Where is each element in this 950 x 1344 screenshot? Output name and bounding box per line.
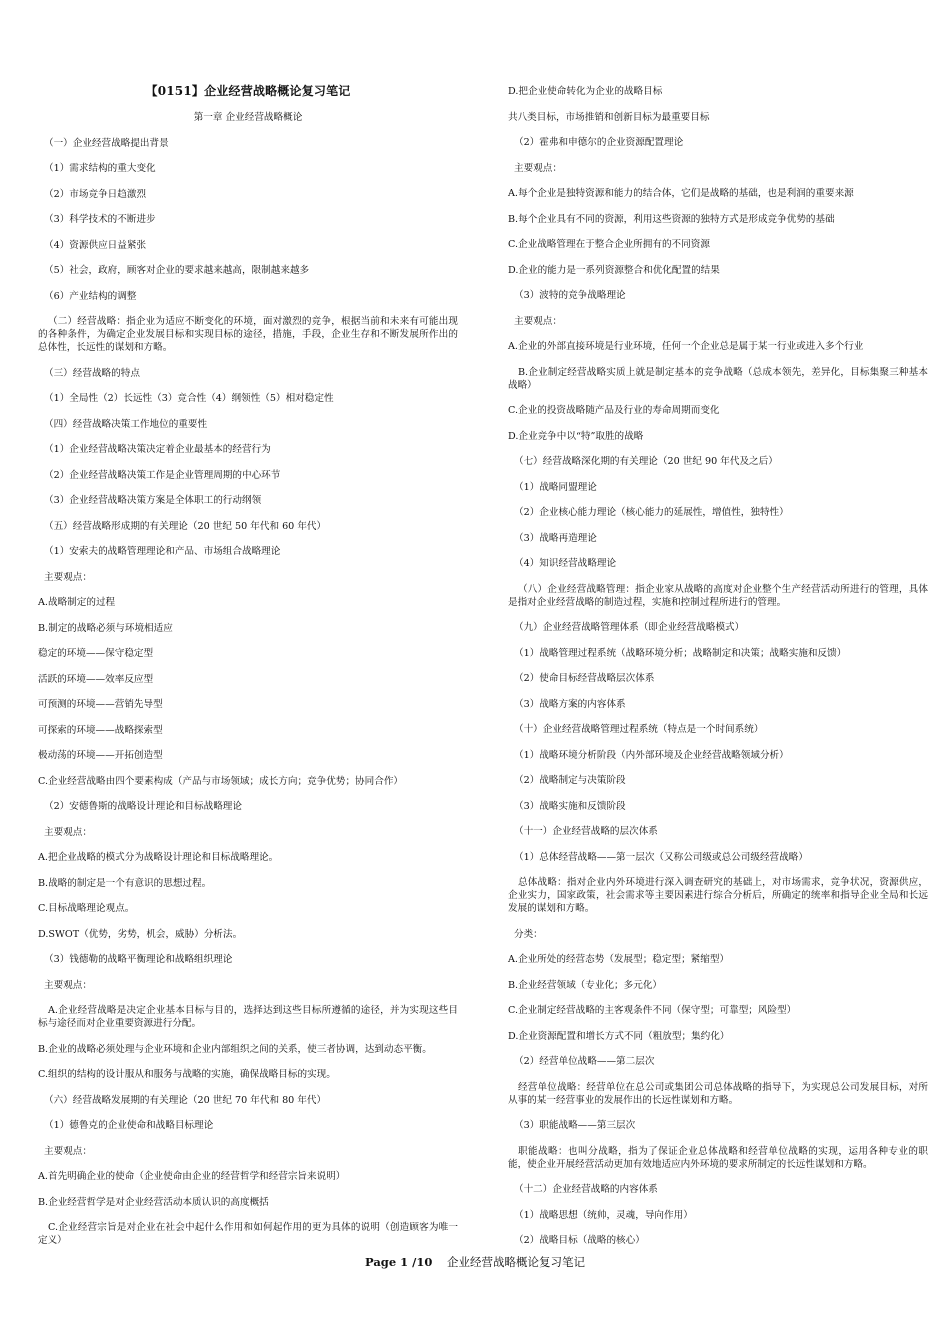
text-line: （2）霍弗和申德尔的企业资源配置理论 (514, 137, 684, 148)
text-line: C.企业经营战略由四个要素构成（产品与市场领域；成长方向；竞争优势；协同合作） (38, 775, 404, 787)
text-line: （2）使命目标经营战略层次体系 (514, 673, 655, 684)
text-line: （1）企业经营战略决策决定着企业最基本的经营行为 (44, 444, 271, 455)
text-line: 共八类目标，市场推销和创新目标为最重要目标 (508, 111, 710, 123)
text-line: （1）战略同盟理论 (514, 481, 597, 493)
text-paragraph: B.企业制定经营战略实质上就是制定基本的竞争战略（总成本领先，差异化，目标集聚三种基本战略） (508, 366, 928, 391)
text-line: B.每个企业具有不同的资源，利用这些资源的独特方式是形成竞争优势的基础 (508, 213, 835, 225)
text-line: C.企业战略管理在于整合企业所拥有的不同资源 (508, 239, 710, 250)
text-line: B.战略的制定是一个有意识的思想过程。 (38, 877, 212, 889)
text-line: 主要观点： (44, 826, 92, 838)
page-number: Page 1 /10 (365, 1255, 433, 1269)
text-line: （十）企业经营战略管理过程系统（特点是一个时间系统） (514, 724, 764, 735)
text-line: （1）德鲁克的企业使命和战略目标理论 (44, 1120, 214, 1131)
text-line: （1）需求结构的重大变化 (44, 163, 156, 174)
document-title: 【0151】企业经营战略概论复习笔记 (145, 84, 351, 98)
text-line: （3）企业经营战略决策方案是全体职工的行动纲领 (44, 495, 262, 506)
text-line: （1）安索夫的战略管理理论和产品、市场组合战略理论 (44, 546, 281, 557)
text-line: D.企业的能力是一系列资源整合和优化配置的结果 (508, 264, 720, 276)
text-line: B.企业经营领域（专业化；多元化） (508, 979, 663, 991)
text-line: 可预测的环境——营销先导型 (38, 699, 163, 710)
text-line: （2）战略目标（战略的核心） (514, 1235, 645, 1246)
text-paragraph: 总体战略：指对企业内外环境进行深入调查研究的基础上，对市场需求，竞争状况，资源供应，企业实力，国家政策，社会需求等主要因素进行综合分析后，所确定的统率和指导企业全局和长远发展的谋划和方略。 (508, 877, 928, 914)
right-column (508, 85, 928, 1260)
text-line: （6）产业结构的调整 (44, 290, 137, 302)
text-line: C.企业的投资战略随产品及行业的寿命周期而变化 (508, 405, 720, 416)
text-line: A.战略制定的过程 (38, 597, 116, 608)
text-line: （3）科学技术的不断进步 (44, 214, 156, 225)
text-line: （3）战略实施和反馈阶段 (514, 800, 626, 812)
text-paragraph: C.企业经营宗旨是对企业在社会中起什么作用和如何起作用的更为具体的说明（创造顾客为唯一定义） (38, 1222, 458, 1246)
text-line: （5）社会，政府，顾客对企业的要求越来越高，限制越来越多 (44, 265, 310, 276)
text-line: B.制定的战略必须与环境相适应 (38, 622, 173, 634)
footer-doc-name: 企业经营战略概论复习笔记 (447, 1255, 585, 1269)
text-line: （1）战略环境分析阶段（内外部环境及企业经营战略领域分析） (514, 749, 789, 761)
left-column (38, 85, 458, 1260)
text-line: 主要观点： (514, 162, 562, 174)
text-line: C.目标战略理论观点。 (38, 903, 135, 914)
text-line: （十一）企业经营战略的层次体系 (514, 826, 658, 837)
text-line: （2）经营单位战略——第二层次 (514, 1056, 655, 1067)
text-paragraph: 职能战略：也叫分战略，指为了保证企业总体战略和经营单位战略的实现，运用各种专业的职能，使企业开展经营活动更加有效地适应内外环境的要求所制定的长远性谋划和方略。 (508, 1145, 928, 1170)
text-line: A.把企业战略的模式分为战略设计理论和目标战略理论。 (38, 852, 279, 863)
text-line: （3）战略再造理论 (514, 532, 597, 544)
text-line: A.企业所处的经营态势（发展型；稳定型；紧缩型） (508, 954, 730, 965)
text-line: （3）战略方案的内容体系 (514, 698, 626, 710)
text-line: A.企业的外部直接环境是行业环境，任何一个企业总是属于某一行业或进入多个行业 (508, 341, 864, 352)
text-line: 极动荡的环境——开拓创造型 (38, 750, 163, 761)
text-line: （五）经营战略形成期的有关理论（20 世纪 50 年代和 60 年代） (44, 520, 327, 532)
text-line: （2）企业经营战略决策工作是企业管理周期的中心环节 (44, 469, 281, 481)
text-line: B.企业经营哲学是对企业经营活动本质认识的高度概括 (38, 1196, 269, 1208)
text-line: （十二）企业经营战略的内容体系 (514, 1184, 658, 1195)
text-line: B.企业的战略必须处理与企业环境和企业内部组织之间的关系，使三者协调，达到动态平衡。 (38, 1043, 432, 1055)
text-line: （3）钱德勒的战略平衡理论和战略组织理论 (44, 954, 233, 965)
text-line: （六）经营战略发展期的有关理论（20 世纪 70 年代和 80 年代） (44, 1094, 327, 1106)
text-paragraph: （二）经营战略：指企业为适应不断变化的环境，面对激烈的竞争，根据当前和未来有可能出现的各种条件，为确定企业发展目标和实现目标的途径，措施，手段，企业生存和不断发展所作出的总体性，长远性的谋划和方略。 (38, 316, 458, 353)
text-line: （4）资源供应日益紧张 (44, 239, 147, 251)
text-line: C.组织的结构的设计服从和服务与战略的实施，确保战略目标的实现。 (38, 1069, 336, 1080)
text-line: （九）企业经营战略管理体系（即企业经营战略模式） (514, 622, 745, 633)
text-line: 主要观点： (514, 315, 562, 327)
text-line: （四）经营战略决策工作地位的重要性 (44, 418, 208, 430)
text-line: C.企业制定经营战略的主客观条件不同（保守型；可靠型；风险型） (508, 1005, 797, 1016)
text-line: （1）总体经营战略——第一层次（又称公司级或总公司级经营战略） (514, 851, 808, 863)
text-line: （2）企业核心能力理论（核心能力的延展性，增值性，独特性） (514, 507, 789, 518)
text-line: D.把企业使命转化为企业的战略目标 (508, 86, 663, 97)
text-line: （3）职能战略——第三层次 (514, 1120, 636, 1131)
text-line: A.首先明确企业的使命（企业使命由企业的经营哲学和经营宗旨来说明） (38, 1171, 346, 1182)
text-line: D.企业资源配置和增长方式不同（粗放型；集约化） (508, 1030, 730, 1042)
text-line: （一）企业经营战略提出背景 (44, 137, 169, 149)
right-column-body (508, 85, 928, 1247)
text-line: （2）安德鲁斯的战略设计理论和目标战略理论 (44, 801, 242, 812)
left-column-body (38, 137, 458, 1248)
text-line: （2）市场竞争日趋激烈 (44, 188, 147, 200)
text-paragraph: A.企业经营战略是决定企业基本目标与目的，选择达到这些目标所遵循的途径，并为实现这些目标与途径而对企业重要资源进行分配。 (38, 1005, 458, 1029)
text-line: 可探索的环境——战略探索型 (38, 724, 163, 736)
page-footer (0, 1254, 950, 1270)
text-line: （4）知识经营战略理论 (514, 558, 617, 569)
text-line: 活跃的环境——效率反应型 (38, 673, 154, 685)
text-paragraph: 经营单位战略：经营单位在总公司或集团公司总体战略的指导下，为实现总公司发展目标，对所从事的某一经营事业的发展作出的长远性谋划和方略。 (508, 1081, 928, 1106)
text-line: 主要观点： (44, 979, 92, 991)
chapter-heading: 第一章 企业经营战略概论 (193, 112, 303, 123)
text-line: D.SWOT（优势，劣势，机会，威胁）分析法。 (38, 928, 243, 940)
text-line: A.每个企业是独特资源和能力的结合体，它们是战略的基础，也是利润的重要来源 (508, 188, 854, 199)
text-line: （1）战略思想（统帅，灵魂，导向作用） (514, 1209, 693, 1221)
text-line: （三）经营战略的特点 (44, 367, 140, 379)
text-line: 稳定的环境——保守稳定型 (38, 648, 154, 659)
text-line: （七）经营战略深化期的有关理论（20 世纪 90 年代及之后） (514, 456, 778, 467)
text-line: （1）战略管理过程系统（战略环境分析；战略制定和决策；战略实施和反馈） (514, 647, 847, 659)
text-line: （3）波特的竞争战略理论 (514, 290, 626, 301)
text-paragraph: （八）企业经营战略管理：指企业家从战略的高度对企业整个生产经营活动所进行的管理，具体是指对企业经营战略的制造过程，实施和控制过程所进行的管理。 (508, 583, 928, 608)
text-line: （2）战略制定与决策阶段 (514, 775, 626, 786)
text-line: 主要观点： (44, 1145, 92, 1157)
text-line: 分类： (514, 928, 543, 940)
text-line: （1）全局性（2）长远性（3）竞合性（4）纲领性（5）相对稳定性 (44, 393, 334, 404)
text-line: 主要观点： (44, 571, 92, 583)
text-line: D.企业竞争中以“特”取胜的战略 (508, 430, 644, 442)
